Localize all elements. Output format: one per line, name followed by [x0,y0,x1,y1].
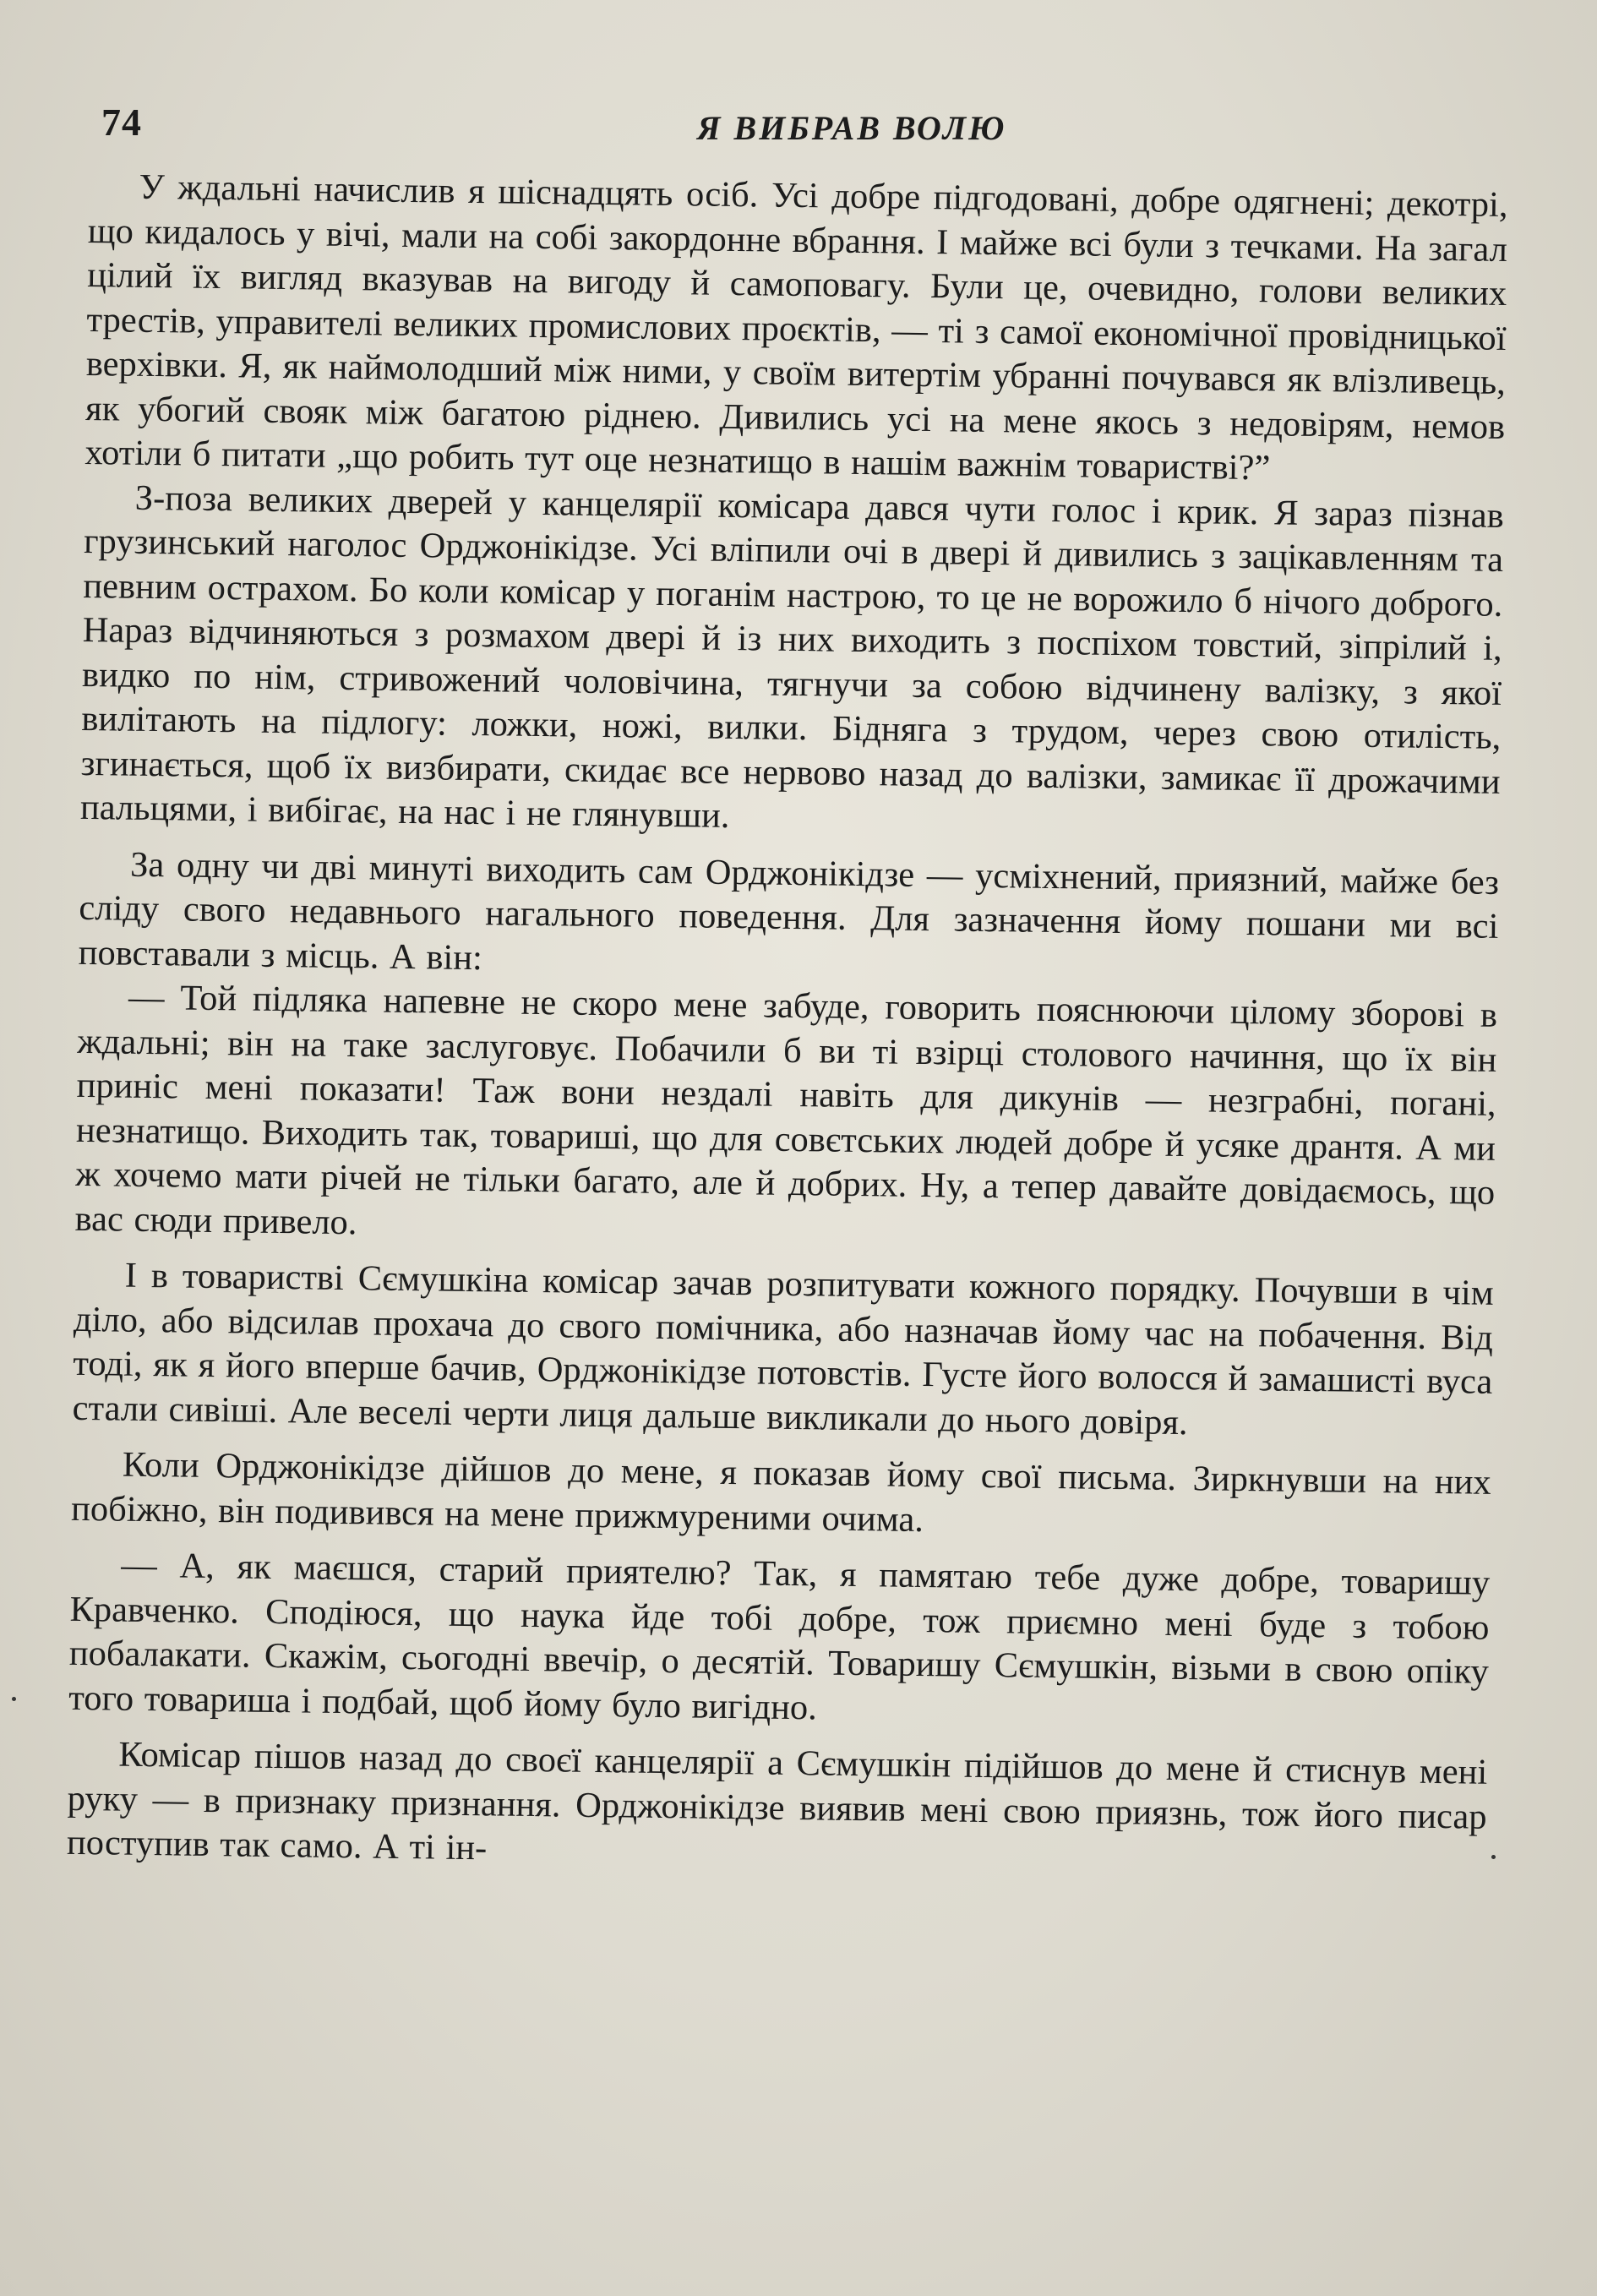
page-header [101,100,1521,159]
running-title: Я ВИБРАВ ВОЛЮ [697,109,1007,147]
page-number: 74 [101,101,142,144]
paragraph: Комісар пішов назад до своєї канцелярії а Сємушкін підійшов до мене й стиснув мені руку — в признаку признання. Орджонікідзе виявив мені свою приязнь, тож його писар поступив так само. А ті ін- [66,1734,1488,1868]
paragraph: У ждальні начислив я шіснадцять осіб. Усі добре підгодовані, добре одягнені; декотрі, що кидалось у вічі, мали на собі закордонне вбрання. І майже всі були з течками. На загал цілий їх вигляд вказував на вигоду й самоповагу. Були це, очевидно, голови великих трестів, управителі великих промислових проєктів, — ті з самої економічної провідницької верхівки. Я, як наймолодший між ними, у своїм витертім убранні почувався як влізливець, як убогий свояк між багатою ріднею. Дивились усі на мене якось з недовірям, немов хотіли б питати „що робить тут оце незнатищо в нашім важнім товаристві?” [84,166,1508,488]
paragraph: За одну чи дві минуті виходить сам Орджонікідзе — усміхнений, приязний, майже без сліду свого недавнього нагального поведення. Для зазначення йому пошани ми всі повставали з місць. А він: [78,844,1500,978]
paragraph: — Той підляка напевне не скоро мене забуде, говорить пояснюючи цілому зборові в ждальні; він на таке заслуговує. Побачили б ви ті взірці столового начиння, що їх він приніс мені показати! Таж вони нездалі навіть для дикунів — незграбні, погані, незнатищо. Виходить так, товариші, що для совєтських людей добре й усяке дрантя. А ми ж хочемо мати річей не тільки багато, але й добрих. Ну, а тепер давайте довідаємось, що вас сюди привело. [74,977,1498,1242]
paragraph: Коли Орджонікідзе дійшов до мене, я показав йому свої письма. Зиркнувши на них побіжно, він подивився на мене прижмуреними очима. [70,1444,1492,1540]
text-body [67,165,1508,1884]
paper-speck [1491,1855,1496,1859]
paragraph: З-поза великих дверей у канцелярії комісара дався чути голос і крик. Я зараз пізнав грузинський наголос Орджонікідзе. Усі вліпили очі в двері й дивились з зацікавленням та певним острахом. Бо коли комісар у поганім настрою, то це не ворожило б нічого доброго. Нараз відчиняються з розмахом двері й із них виходить з поспіхом товстий, зіпрілий і, видко по нім, стривожений чоловічина, тягнучи за собою відчинену валізку, з якої вилітають на підлогу: ложки, ножі, вилки. Бідняга з трудом, через свою отилість, згинається, щоб їх визбирати, скидає все нервово назад до валізки, замикає її дрожачими пальцями, і вибігає, на нас і не глянувши. [79,477,1505,836]
paragraph: — А, як маєшся, старий приятелю? Так, я памятаю тебе дуже добре, товаришу Кравченко. Сподіюся, що наука йде тобі добре, тож приємно мені буде з тобою побалакати. Скажім, сьогодні ввечір, о десятій. Товаришу Сємушкін, візьми в свою опіку того товариша і подбай, щоб йому було вигідно. [68,1545,1491,1727]
paper-speck [12,1697,16,1701]
paragraph: І в товаристві Сємушкіна комісар зачав розпитувати кожного порядку. Почувши в чім діло, або відсилав прохача до свого помічника, або назначав йому час на побачення. Від тоді, як я його вперше бачив, Орджонікідзе потовстів. Густе його волосся й замашисті вуса стали сивіші. Але веселі черти лиця дальше викликали до нього довіря. [72,1255,1494,1442]
